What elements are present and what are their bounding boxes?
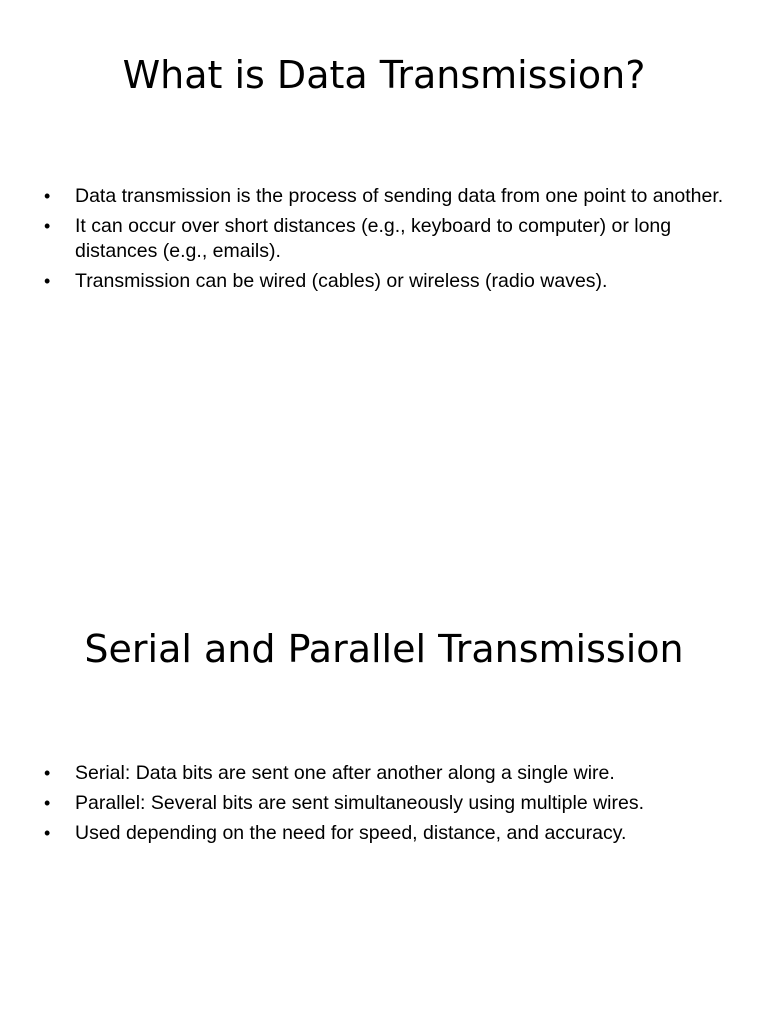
list-item [44, 184, 724, 209]
bullet-icon: • [44, 271, 51, 291]
bullet-icon: • [44, 793, 51, 813]
bullet-text: Parallel: Several bits are sent simultaneously using multiple wires. [75, 792, 645, 814]
list-item [44, 214, 724, 264]
bullet-text: Serial: Data bits are sent one after another along a single wire. [75, 762, 615, 784]
list-item [44, 761, 724, 786]
bullet-icon: • [44, 763, 51, 783]
bullet-text: Transmission can be wired (cables) or wireless (radio waves). [75, 270, 608, 292]
bullet-text: Data transmission is the process of sending data from one point to another. [75, 185, 724, 207]
bullet-list [44, 761, 724, 851]
bullet-icon: • [44, 823, 51, 843]
bullet-text: It can occur over short distances (e.g., keyboard to computer) or long distances (e.g., emails). [75, 215, 672, 262]
slide-serial-parallel [0, 576, 768, 1024]
slide-title: Serial and Parallel Transmission [84, 627, 684, 671]
bullet-icon: • [44, 216, 51, 236]
list-item [44, 269, 724, 294]
list-item [44, 791, 724, 816]
list-item [44, 821, 724, 846]
bullet-list [44, 184, 724, 299]
bullet-text: Used depending on the need for speed, distance, and accuracy. [75, 822, 627, 844]
bullet-icon: • [44, 186, 51, 206]
slide-title: What is Data Transmission? [122, 53, 646, 97]
